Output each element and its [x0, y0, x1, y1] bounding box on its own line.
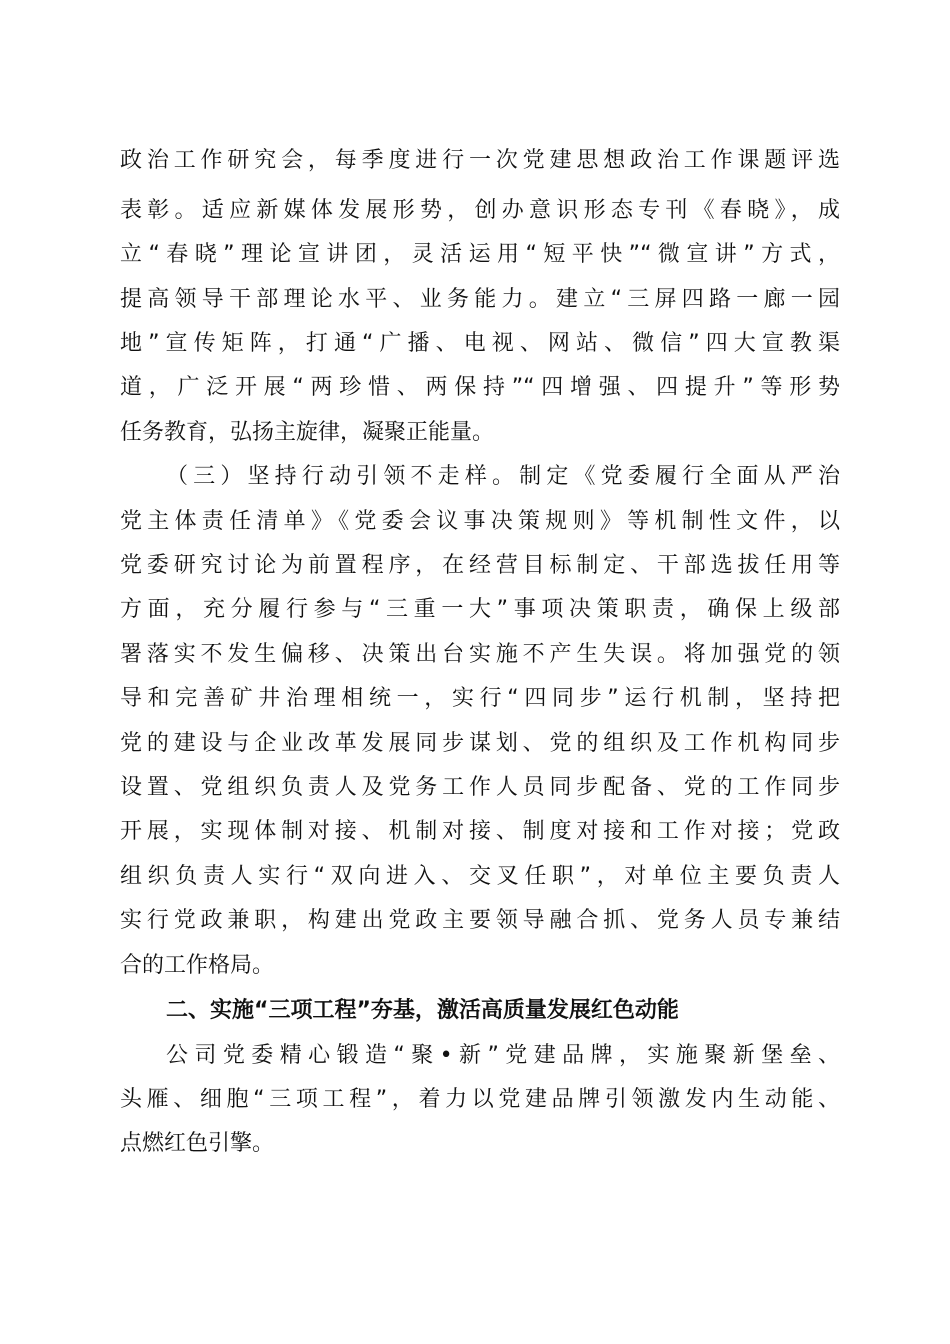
paragraph-line: 头雁、细胞“三项工程”，着力以党建品牌引领激发内生动能、: [120, 1087, 840, 1112]
paragraph-line: 署落实不发生偏移、决策出台实施不产生失误。将加强党的领: [120, 642, 840, 667]
paragraph-line: 任务教育，弘扬主旋律，凝聚正能量。: [120, 420, 495, 445]
paragraph-line: 立“春晓”理论宣讲团，灵活运用“短平快”“微宣讲”方式，: [120, 242, 840, 267]
paragraph-line: 党主体责任清单》《党委会议事决策规则》等机制性文件，以: [120, 509, 840, 534]
paragraph-line: 党委研究讨论为前置程序，在经营目标制定、干部选拔任用等: [120, 553, 840, 578]
paragraph-line: 设置、党组织负责人及党务工作人员同步配备、党的工作同步: [120, 775, 840, 800]
paragraph-line: 导和完善矿井治理相统一，实行“四同步”运行机制，坚持把: [120, 686, 840, 711]
paragraph-line: 政治工作研究会，每季度进行一次党建思想政治工作课题评选: [120, 148, 840, 173]
paragraph-line: 地”宣传矩阵，打通“广播、电视、网站、微信”四大宣教渠: [120, 331, 840, 356]
paragraph-line: 组织负责人实行“双向进入、交叉任职”，对单位主要负责人: [120, 864, 840, 889]
paragraph-first-line: （三）坚持行动引领不走样。制定《党委履行全面从严治: [166, 464, 840, 489]
paragraph-line: 合的工作格局。: [120, 953, 275, 978]
paragraph-line: 实行党政兼职，构建出党政主要领导融合抓、党务人员专兼结: [120, 908, 840, 933]
paragraph-line: 提高领导干部理论水平、业务能力。建立“三屏四路一廊一园: [120, 287, 840, 312]
paragraph-line: 开展，实现体制对接、机制对接、制度对接和工作对接；党政: [120, 819, 840, 844]
paragraph-line: 点燃红色引擎。: [120, 1131, 275, 1156]
paragraph-line: 道，广泛开展“两珍惜、两保持”“四增强、四提升”等形势: [120, 375, 840, 400]
paragraph-line: 方面，充分履行参与“三重一大”事项决策职责，确保上级部: [120, 597, 840, 622]
paragraph-line: 党的建设与企业改革发展同步谋划、党的组织及工作机构同步: [120, 731, 840, 756]
section-heading: 二、实施“三项工程”夯基，激活高质量发展红色动能: [166, 998, 679, 1023]
paragraph-first-line: 公司党委精心锻造“聚•新”党建品牌，实施聚新堡垒、: [166, 1043, 840, 1068]
paragraph-line: 表彰。适应新媒体发展形势，创办意识形态专刊《春晓》，成: [120, 198, 840, 223]
